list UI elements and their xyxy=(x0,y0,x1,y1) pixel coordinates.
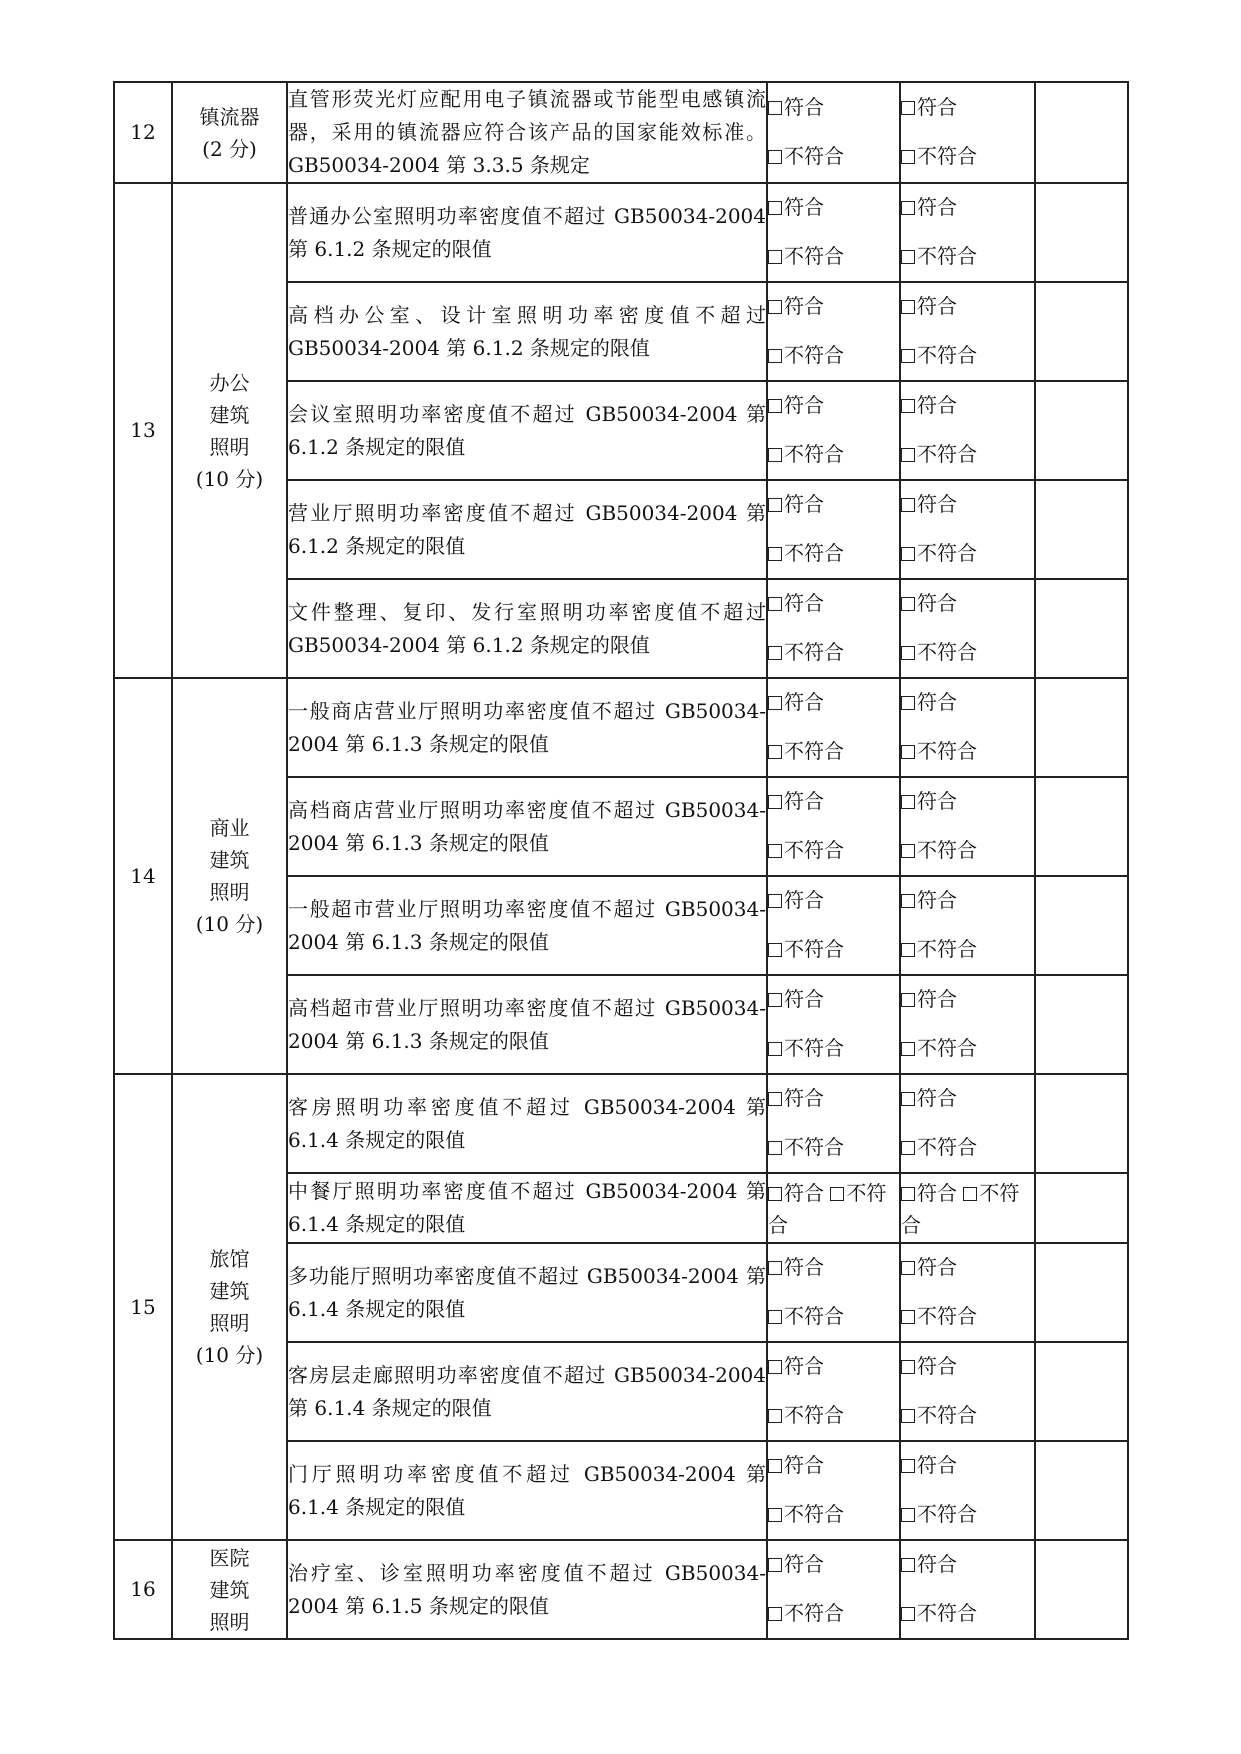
category-name: 办公建筑照明 xyxy=(209,370,250,459)
review-check-cell xyxy=(900,1342,1035,1441)
fail-option[interactable]: 不符合 xyxy=(901,538,1034,570)
pass-option[interactable]: 符合 xyxy=(901,984,1034,1033)
requirement-text: 高档超市营业厅照明功率密度值不超过 GB50034-2004 第 6.1.3 条规定的限值 xyxy=(287,975,767,1074)
checkbox-icon[interactable] xyxy=(901,943,915,957)
table-row xyxy=(114,82,1128,183)
fail-option[interactable]: 不符合 xyxy=(768,141,899,173)
requirement-text: 客房照明功率密度值不超过 GB50034-2004 第 6.1.4 条规定的限值 xyxy=(287,1074,767,1173)
self-check-cell xyxy=(767,1173,900,1243)
checkbox-icon[interactable] xyxy=(901,795,915,809)
pass-option[interactable]: 符合 xyxy=(901,1181,957,1205)
fail-option[interactable]: 不符合 xyxy=(768,241,899,273)
remark-cell[interactable] xyxy=(1035,579,1128,678)
checkbox-icon[interactable] xyxy=(768,300,782,314)
pass-option[interactable]: 符合 xyxy=(901,687,1034,736)
checkbox-icon[interactable] xyxy=(901,1261,915,1275)
checkbox-icon[interactable] xyxy=(901,101,915,115)
fail-option[interactable]: 不符合 xyxy=(901,1033,1034,1065)
checkbox-icon[interactable] xyxy=(768,597,782,611)
fail-option[interactable]: 不符合 xyxy=(768,340,899,372)
requirement-text: 直管形荧光灯应配用电子镇流器或节能型电感镇流器，采用的镇流器应符合该产品的国家能效标准。GB50034-2004 第 3.3.5 条规定 xyxy=(287,82,767,183)
checkbox-icon[interactable] xyxy=(901,1042,915,1056)
fail-option[interactable]: 不符合 xyxy=(901,1598,1034,1630)
self-check-cell xyxy=(767,678,900,777)
requirement-text: 门厅照明功率密度值不超过 GB50034-2004 第 6.1.4 条规定的限值 xyxy=(287,1441,767,1540)
pass-option[interactable]: 符合 xyxy=(901,489,1034,538)
fail-option[interactable]: 不符合 xyxy=(768,538,899,570)
pass-option[interactable]: 符合 xyxy=(768,1181,824,1205)
requirement-text: 客房层走廊照明功率密度值不超过 GB50034-2004 第 6.1.4 条规定的限值 xyxy=(287,1342,767,1441)
category-score: (2 分) xyxy=(202,136,257,161)
checkbox-icon[interactable] xyxy=(901,1459,915,1473)
checkbox-icon[interactable] xyxy=(768,1042,782,1056)
requirement-text: 高档办公室、设计室照明功率密度值不超过 GB50034-2004 第 6.1.2 条规定的限值 xyxy=(287,282,767,381)
requirement-text: 普通办公室照明功率密度值不超过 GB50034-2004 第 6.1.2 条规定的限值 xyxy=(287,183,767,282)
item-number: 15 xyxy=(114,1074,172,1540)
fail-option[interactable]: 不符合 xyxy=(768,637,899,669)
checkbox-icon[interactable] xyxy=(768,1459,782,1473)
checkbox-icon[interactable] xyxy=(768,1360,782,1374)
checkbox-icon[interactable] xyxy=(768,448,782,462)
fail-option[interactable]: 不符合 xyxy=(768,736,899,768)
checkbox-icon[interactable] xyxy=(768,498,782,512)
pass-option[interactable]: 符合 xyxy=(901,1252,1034,1301)
remark-cell[interactable] xyxy=(1035,1540,1128,1639)
checkbox-icon[interactable] xyxy=(901,1409,915,1423)
category-score: (10 分) xyxy=(195,466,264,491)
pass-option[interactable]: 符合 xyxy=(901,885,1034,934)
checkbox-icon[interactable] xyxy=(901,1508,915,1522)
checkbox-icon[interactable] xyxy=(768,547,782,561)
fail-option[interactable]: 不符合 xyxy=(901,1301,1034,1333)
pass-option[interactable]: 符合 xyxy=(901,786,1034,835)
checkbox-icon[interactable] xyxy=(901,894,915,908)
self-check-cell xyxy=(767,579,900,678)
checkbox-icon[interactable] xyxy=(901,646,915,660)
fail-option[interactable]: 不符合 xyxy=(768,1301,899,1333)
checkbox-icon[interactable] xyxy=(768,943,782,957)
category-cell xyxy=(172,678,287,1074)
self-check-cell xyxy=(767,1074,900,1173)
checkbox-icon[interactable] xyxy=(901,300,915,314)
remark-cell[interactable] xyxy=(1035,1243,1128,1342)
self-check-cell xyxy=(767,975,900,1074)
self-check-cell xyxy=(767,876,900,975)
checkbox-icon[interactable] xyxy=(768,844,782,858)
table-row xyxy=(114,1074,1128,1173)
checkbox-icon[interactable] xyxy=(901,696,915,710)
table-row xyxy=(114,1540,1128,1639)
category-cell xyxy=(172,1540,287,1639)
pass-option[interactable]: 符合 xyxy=(768,192,899,241)
requirement-text: 中餐厅照明功率密度值不超过 GB50034-2004 第 6.1.4 条规定的限值 xyxy=(287,1173,767,1243)
fail-option[interactable]: 不符合 xyxy=(768,1132,899,1164)
pass-option[interactable]: 符合 xyxy=(901,588,1034,637)
review-check-cell xyxy=(900,183,1035,282)
checkbox-icon[interactable] xyxy=(901,745,915,759)
checkbox-icon[interactable] xyxy=(901,399,915,413)
checkbox-icon[interactable] xyxy=(901,1360,915,1374)
fail-option[interactable]: 不符合 xyxy=(901,835,1034,867)
pass-option[interactable]: 符合 xyxy=(901,192,1034,241)
checkbox-icon[interactable] xyxy=(901,844,915,858)
checkbox-icon[interactable] xyxy=(768,201,782,215)
remark-cell[interactable] xyxy=(1035,1342,1128,1441)
fail-option[interactable]: 不符合 xyxy=(901,1181,1020,1237)
review-check-cell xyxy=(900,975,1035,1074)
checkbox-icon[interactable] xyxy=(901,1607,915,1621)
checkbox-icon[interactable] xyxy=(901,597,915,611)
pass-option[interactable]: 符合 xyxy=(901,1351,1034,1400)
self-check-cell xyxy=(767,381,900,480)
requirement-text: 高档商店营业厅照明功率密度值不超过 GB50034-2004 第 6.1.3 条规定的限值 xyxy=(287,777,767,876)
review-check-cell xyxy=(900,678,1035,777)
fail-option[interactable]: 不符合 xyxy=(901,141,1034,173)
pass-option[interactable]: 符合 xyxy=(768,588,899,637)
requirement-text: 会议室照明功率密度值不超过 GB50034-2004 第 6.1.2 条规定的限值 xyxy=(287,381,767,480)
fail-option[interactable]: 不符合 xyxy=(768,1033,899,1065)
checkbox-icon[interactable] xyxy=(901,1310,915,1324)
checkbox-icon[interactable] xyxy=(901,448,915,462)
pass-option[interactable]: 符合 xyxy=(901,1450,1034,1499)
self-check-cell xyxy=(767,480,900,579)
review-check-cell xyxy=(900,480,1035,579)
category-cell xyxy=(172,1074,287,1540)
checkbox-icon[interactable] xyxy=(768,1409,782,1423)
self-check-cell xyxy=(767,1243,900,1342)
table-row xyxy=(114,678,1128,777)
remark-cell[interactable] xyxy=(1035,876,1128,975)
remark-cell[interactable] xyxy=(1035,381,1128,480)
review-check-cell xyxy=(900,1441,1035,1540)
pass-option[interactable]: 符合 xyxy=(901,291,1034,340)
self-check-cell xyxy=(767,1540,900,1639)
checkbox-icon[interactable] xyxy=(768,1310,782,1324)
review-check-cell xyxy=(900,777,1035,876)
review-check-cell xyxy=(900,579,1035,678)
checkbox-icon[interactable] xyxy=(768,696,782,710)
checkbox-icon[interactable] xyxy=(901,150,915,164)
fail-option[interactable]: 不符合 xyxy=(901,1499,1034,1531)
pass-option[interactable]: 符合 xyxy=(768,291,899,340)
pass-option[interactable]: 符合 xyxy=(768,1549,899,1598)
checkbox-icon[interactable] xyxy=(768,646,782,660)
pass-option[interactable]: 符合 xyxy=(768,489,899,538)
pass-option[interactable]: 符合 xyxy=(768,687,899,736)
checkbox-icon[interactable] xyxy=(901,349,915,363)
fail-option[interactable]: 不符合 xyxy=(768,1181,887,1237)
checkbox-icon[interactable] xyxy=(963,1187,977,1201)
requirement-text: 一般商店营业厅照明功率密度值不超过 GB50034-2004 第 6.1.3 条规定的限值 xyxy=(287,678,767,777)
review-check-cell xyxy=(900,1540,1035,1639)
checkbox-icon[interactable] xyxy=(768,1092,782,1106)
fail-option[interactable]: 不符合 xyxy=(901,736,1034,768)
self-check-cell xyxy=(767,183,900,282)
remark-cell[interactable] xyxy=(1035,183,1128,282)
pass-option[interactable]: 符合 xyxy=(768,1083,899,1132)
requirement-text: 营业厅照明功率密度值不超过 GB50034-2004 第 6.1.2 条规定的限值 xyxy=(287,480,767,579)
checkbox-icon[interactable] xyxy=(768,993,782,1007)
pass-option[interactable]: 符合 xyxy=(901,1083,1034,1132)
remark-cell[interactable] xyxy=(1035,678,1128,777)
fail-option[interactable]: 不符合 xyxy=(901,1400,1034,1432)
checkbox-icon[interactable] xyxy=(768,1508,782,1522)
remark-cell[interactable] xyxy=(1035,1074,1128,1173)
review-check-cell xyxy=(900,1074,1035,1173)
fail-option[interactable]: 不符合 xyxy=(768,439,899,471)
checkbox-icon[interactable] xyxy=(901,1092,915,1106)
remark-cell[interactable] xyxy=(1035,777,1128,876)
remark-cell[interactable] xyxy=(1035,1173,1128,1243)
remark-cell[interactable] xyxy=(1035,282,1128,381)
item-number: 16 xyxy=(114,1540,172,1639)
checkbox-icon[interactable] xyxy=(768,399,782,413)
checkbox-icon[interactable] xyxy=(768,894,782,908)
category-name: 医院建筑照明 xyxy=(209,1545,250,1634)
checkbox-icon[interactable] xyxy=(768,1187,782,1201)
self-check-cell xyxy=(767,82,900,183)
checkbox-icon[interactable] xyxy=(830,1187,844,1201)
requirement-text: 文件整理、复印、发行室照明功率密度值不超过 GB50034-2004 第 6.1.2 条规定的限值 xyxy=(287,579,767,678)
remark-cell[interactable] xyxy=(1035,975,1128,1074)
review-check-cell xyxy=(900,282,1035,381)
category-name: 商业建筑照明 xyxy=(209,816,250,904)
category-score: (10 分) xyxy=(195,1343,264,1367)
fail-option[interactable]: 不符合 xyxy=(901,934,1034,966)
fail-option[interactable]: 不符合 xyxy=(768,934,899,966)
self-check-cell xyxy=(767,282,900,381)
pass-option[interactable]: 符合 xyxy=(768,1252,899,1301)
self-check-cell xyxy=(767,1342,900,1441)
pass-option[interactable]: 符合 xyxy=(768,885,899,934)
item-number: 13 xyxy=(114,183,172,678)
checkbox-icon[interactable] xyxy=(768,1558,782,1572)
category-name: 镇流器 xyxy=(199,104,260,129)
review-check-cell xyxy=(900,1173,1035,1243)
category-score: (10 分) xyxy=(195,912,264,936)
checkbox-icon[interactable] xyxy=(768,1261,782,1275)
fail-option[interactable]: 不符合 xyxy=(901,241,1034,273)
requirement-text: 治疗室、诊室照明功率密度值不超过 GB50034-2004 第 6.1.5 条规定的限值 xyxy=(287,1540,767,1639)
requirement-text: 一般超市营业厅照明功率密度值不超过 GB50034-2004 第 6.1.3 条规定的限值 xyxy=(287,876,767,975)
checkbox-icon[interactable] xyxy=(901,250,915,264)
pass-option[interactable]: 符合 xyxy=(768,1351,899,1400)
pass-option[interactable]: 符合 xyxy=(901,390,1034,439)
remark-cell[interactable] xyxy=(1035,1441,1128,1540)
fail-option[interactable]: 不符合 xyxy=(901,1132,1034,1164)
category-name: 旅馆建筑照明 xyxy=(209,1247,250,1335)
checkbox-icon[interactable] xyxy=(901,201,915,215)
remark-cell[interactable] xyxy=(1035,82,1128,183)
pass-option[interactable]: 符合 xyxy=(768,1450,899,1499)
pass-option[interactable]: 符合 xyxy=(901,92,1034,141)
checkbox-icon[interactable] xyxy=(768,150,782,164)
pass-option[interactable]: 符合 xyxy=(768,984,899,1033)
self-check-cell xyxy=(767,1441,900,1540)
review-check-cell xyxy=(900,381,1035,480)
fail-option[interactable]: 不符合 xyxy=(768,835,899,867)
item-number: 14 xyxy=(114,678,172,1074)
item-number: 12 xyxy=(114,82,172,183)
fail-option[interactable]: 不符合 xyxy=(901,340,1034,372)
remark-cell[interactable] xyxy=(1035,480,1128,579)
pass-option[interactable]: 符合 xyxy=(901,1549,1034,1598)
pass-option[interactable]: 符合 xyxy=(768,92,899,141)
review-check-cell xyxy=(900,82,1035,183)
review-check-cell xyxy=(900,876,1035,975)
checkbox-icon[interactable] xyxy=(901,498,915,512)
checkbox-icon[interactable] xyxy=(768,745,782,759)
fail-option[interactable]: 不符合 xyxy=(768,1400,899,1432)
requirement-text: 多功能厅照明功率密度值不超过 GB50034-2004 第 6.1.4 条规定的限值 xyxy=(287,1243,767,1342)
fail-option[interactable]: 不符合 xyxy=(768,1598,899,1630)
checkbox-icon[interactable] xyxy=(768,795,782,809)
checkbox-icon[interactable] xyxy=(768,1607,782,1621)
checkbox-icon[interactable] xyxy=(901,993,915,1007)
checkbox-icon[interactable] xyxy=(768,250,782,264)
checkbox-icon[interactable] xyxy=(901,1187,915,1201)
pass-option[interactable]: 符合 xyxy=(768,390,899,439)
category-cell xyxy=(172,82,287,183)
category-cell xyxy=(172,183,287,678)
compliance-checklist-table xyxy=(113,81,1129,1640)
review-check-cell xyxy=(900,1243,1035,1342)
pass-option[interactable]: 符合 xyxy=(768,786,899,835)
table-row xyxy=(114,183,1128,282)
checkbox-icon[interactable] xyxy=(901,547,915,561)
self-check-cell xyxy=(767,777,900,876)
checkbox-icon[interactable] xyxy=(901,1141,915,1155)
fail-option[interactable]: 不符合 xyxy=(768,1499,899,1531)
checkbox-icon[interactable] xyxy=(768,101,782,115)
checkbox-icon[interactable] xyxy=(768,1141,782,1155)
fail-option[interactable]: 不符合 xyxy=(901,637,1034,669)
checkbox-icon[interactable] xyxy=(901,1558,915,1572)
fail-option[interactable]: 不符合 xyxy=(901,439,1034,471)
checkbox-icon[interactable] xyxy=(768,349,782,363)
